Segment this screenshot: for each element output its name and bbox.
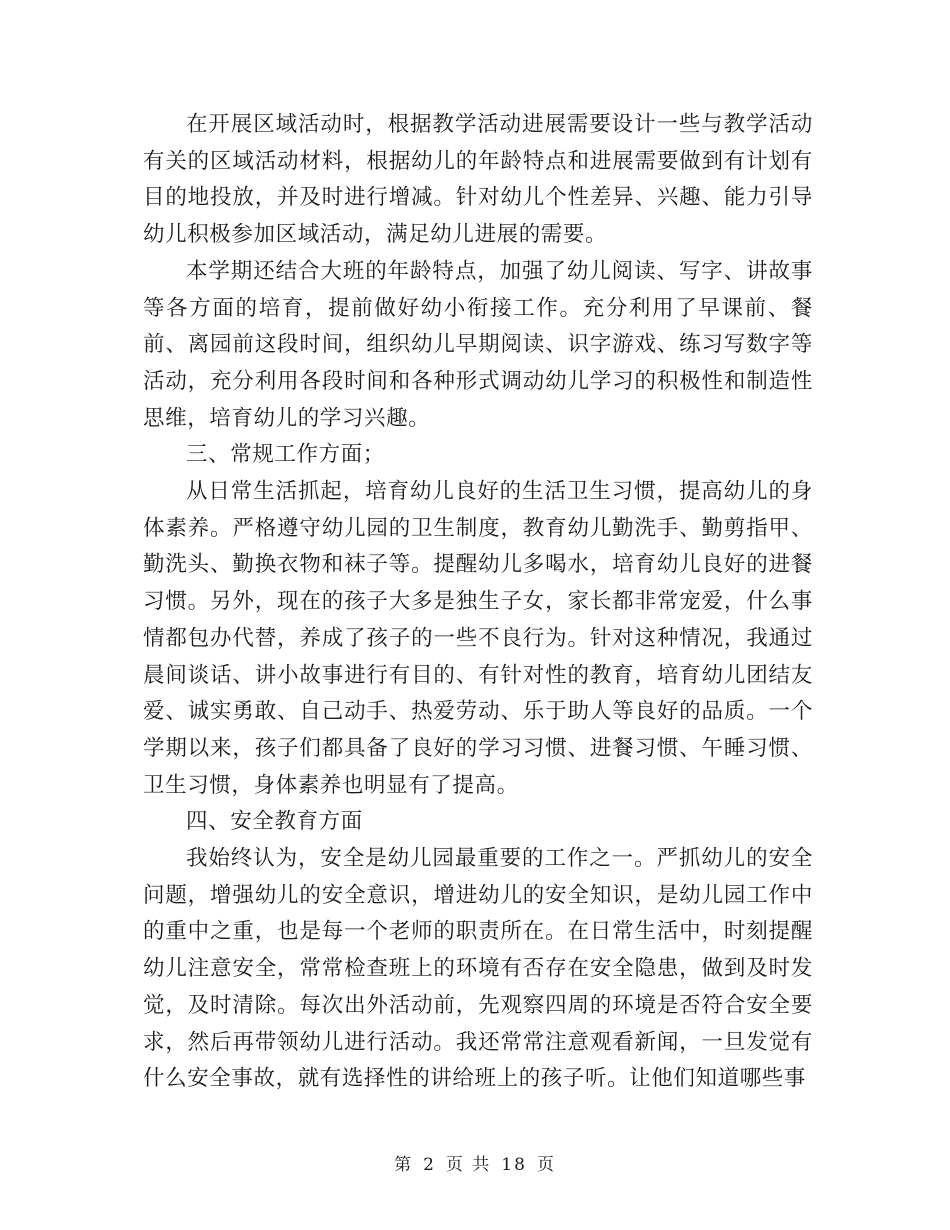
paragraph-safety: 我始终认为，安全是幼儿园最重要的工作之一。严抓幼儿的安全问题，增强幼儿的安全意识，增进幼儿的安全知识，是幼儿园工作中的重中之重，也是每一个老师的职责所在。在日常生活中，时刻提醒幼儿注意安全，常常检查班上的环境有否存在安全隐患，做到及时发觉，及时清除。每次出外活动前，先观察四周的环境是否符合安全要求，然后再带领幼儿进行活动。我还常常注意观看新闻，一旦发觉有什么安全事故，就有选择性的讲给班上的孩子听。让他们知道哪些事 [143,846,813,1092]
footer-current-page: 2 [423,1155,436,1175]
heading-safety-education: 四、安全教育方面 [186,809,363,835]
footer-total-pages: 18 [501,1155,527,1175]
footer-suffix: 页 [536,1155,556,1175]
document-body [143,107,813,1098]
paragraph-daily-habits: 从日常生活抓起，培育幼儿良好的生活卫生习惯，提高幼儿的身体素养。严格遵守幼儿园的卫生制度，教育幼儿勤洗手、勤剪指甲、勤洗头、勤换衣物和袜子等。提醒幼儿多喝水，培育幼儿良好的进餐习惯。另外，现在的孩子大多是独生子女，家长都非常宠爱，什么事情都包办代替，养成了孩子的一些不良行为。针对这种情况，我通过晨间谈话、讲小故事进行有目的、有针对性的教育，培育幼儿团结友爱、诚实勇敢、自己动手、热爱劳动、乐于助人等良好的品质。一个学期以来，孩子们都具备了良好的学习习惯、进餐习惯、午睡习惯、卫生习惯，身体素养也明显有了提高。 [143,479,813,798]
heading-routine-work: 三、常规工作方面； [186,442,385,468]
page-footer [0,1150,950,1175]
footer-prefix: 第 [394,1155,414,1175]
footer-middle: 页 共 [445,1155,492,1175]
paragraph-reading-writing: 本学期还结合大班的年龄特点，加强了幼儿阅读、写字、讲故事等各方面的培育，提前做好幼小衔接工作。充分利用了早课前、餐前、离园前这段时间，组织幼儿早期阅读、识字游戏、练习写数字等活动，充分利用各段时间和各种形式调动幼儿学习的积极性和制造性思维，培育幼儿的学习兴趣。 [143,258,813,431]
paragraph-regional-activities: 在开展区域活动时，根据教学活动进展需要设计一些与教学活动有关的区域活动材料，根据幼儿的年龄特点和进展需要做到有计划有目的地投放，并及时进行增减。针对幼儿个性差异、兴趣、能力引导幼儿积极参加区域活动，满足幼儿进展的需要。 [143,112,813,248]
